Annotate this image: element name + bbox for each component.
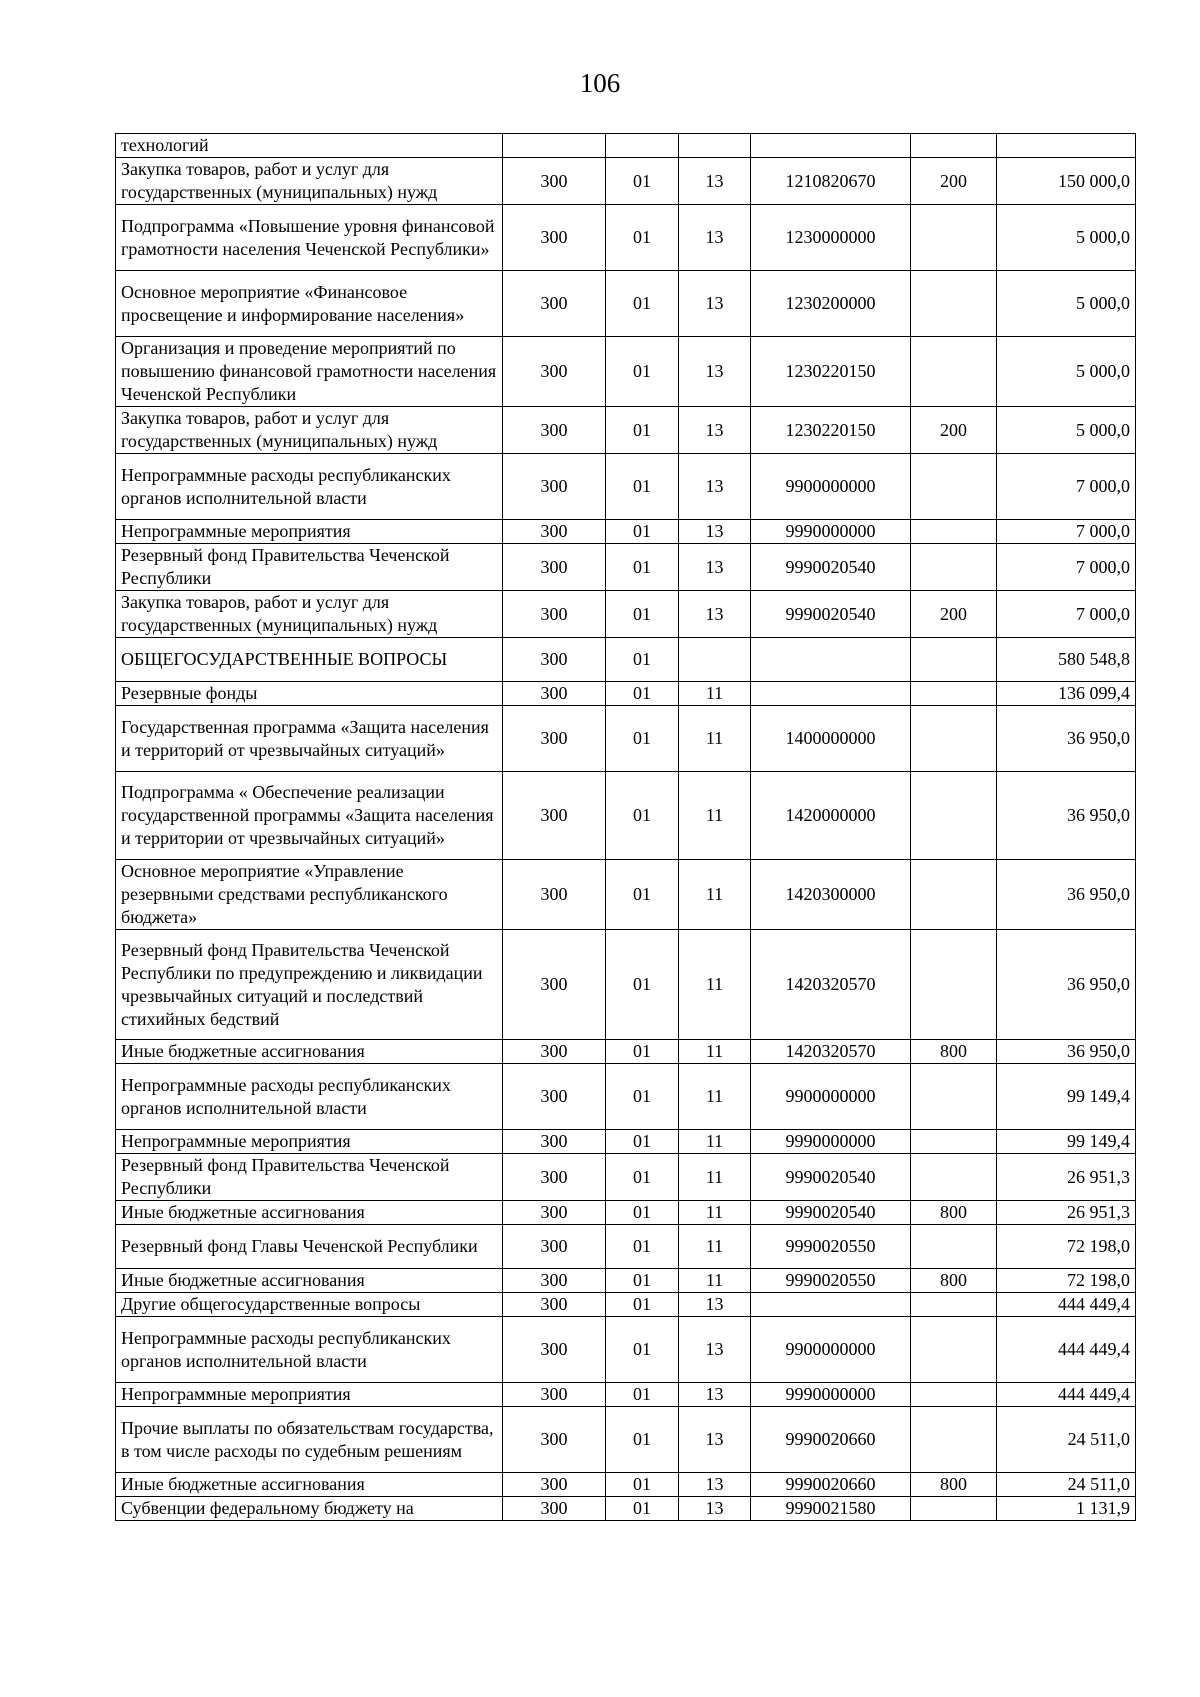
row-name: Закупка товаров, работ и услуг для государственных (муниципальных) нужд bbox=[116, 591, 503, 638]
table-row bbox=[116, 454, 1136, 520]
row-csr: 9990020540 bbox=[751, 591, 911, 638]
row-amount: 444 449,4 bbox=[997, 1293, 1136, 1317]
row-amount: 72 198,0 bbox=[997, 1225, 1136, 1269]
row-rz: 01 bbox=[606, 1293, 679, 1317]
row-vr bbox=[911, 544, 997, 591]
table-row bbox=[116, 1407, 1136, 1473]
row-amount: 72 198,0 bbox=[997, 1269, 1136, 1293]
row-amount: 444 449,4 bbox=[997, 1383, 1136, 1407]
row-amount: 24 511,0 bbox=[997, 1407, 1136, 1473]
row-ved: 300 bbox=[503, 1130, 606, 1154]
row-pr: 11 bbox=[679, 860, 751, 930]
row-pr: 13 bbox=[679, 1407, 751, 1473]
row-amount: 36 950,0 bbox=[997, 1040, 1136, 1064]
row-vr: 200 bbox=[911, 591, 997, 638]
row-name: Иные бюджетные ассигнования bbox=[116, 1473, 503, 1497]
row-pr: 13 bbox=[679, 544, 751, 591]
row-vr bbox=[911, 1225, 997, 1269]
row-amount: 36 950,0 bbox=[997, 772, 1136, 860]
table-row bbox=[116, 544, 1136, 591]
row-csr bbox=[751, 638, 911, 682]
table-row bbox=[116, 134, 1136, 158]
row-csr: 9900000000 bbox=[751, 1317, 911, 1383]
row-amount: 7 000,0 bbox=[997, 591, 1136, 638]
row-pr: 11 bbox=[679, 1201, 751, 1225]
row-rz: 01 bbox=[606, 271, 679, 337]
row-amount: 5 000,0 bbox=[997, 407, 1136, 454]
row-name: Резервный фонд Правительства Чеченской Республики по предупреждению и ликвидации чрезвычайных ситуаций и последствий стихийных бедствий bbox=[116, 930, 503, 1040]
table-row bbox=[116, 1064, 1136, 1130]
row-csr: 1230200000 bbox=[751, 271, 911, 337]
row-name: Иные бюджетные ассигнования bbox=[116, 1269, 503, 1293]
row-pr: 11 bbox=[679, 1269, 751, 1293]
row-ved: 300 bbox=[503, 682, 606, 706]
row-rz: 01 bbox=[606, 1317, 679, 1383]
row-ved: 300 bbox=[503, 1201, 606, 1225]
row-pr: 13 bbox=[679, 1317, 751, 1383]
table-row bbox=[116, 860, 1136, 930]
row-ved: 300 bbox=[503, 544, 606, 591]
table-row bbox=[116, 930, 1136, 1040]
row-rz: 01 bbox=[606, 407, 679, 454]
row-pr: 11 bbox=[679, 1130, 751, 1154]
table-row bbox=[116, 158, 1136, 205]
row-name: Непрограммные мероприятия bbox=[116, 1130, 503, 1154]
page-number: 106 bbox=[579, 68, 621, 98]
row-vr bbox=[911, 1154, 997, 1201]
row-ved: 300 bbox=[503, 1317, 606, 1383]
row-ved: 300 bbox=[503, 1473, 606, 1497]
row-pr: 13 bbox=[679, 1473, 751, 1497]
row-name: Резервные фонды bbox=[116, 682, 503, 706]
table-row bbox=[116, 1130, 1136, 1154]
row-amount: 36 950,0 bbox=[997, 930, 1136, 1040]
row-rz: 01 bbox=[606, 1407, 679, 1473]
table-row bbox=[116, 1497, 1136, 1521]
row-pr: 11 bbox=[679, 1154, 751, 1201]
row-ved: 300 bbox=[503, 454, 606, 520]
row-rz: 01 bbox=[606, 205, 679, 271]
row-name: Организация и проведение мероприятий по повышению финансовой грамотности населения Чеченской Республики bbox=[116, 337, 503, 407]
row-vr: 200 bbox=[911, 407, 997, 454]
row-pr: 13 bbox=[679, 158, 751, 205]
row-vr bbox=[911, 337, 997, 407]
row-name: Иные бюджетные ассигнования bbox=[116, 1040, 503, 1064]
row-ved: 300 bbox=[503, 1269, 606, 1293]
table-row bbox=[116, 772, 1136, 860]
row-vr bbox=[911, 682, 997, 706]
row-ved: 300 bbox=[503, 1064, 606, 1130]
row-csr: 9990000000 bbox=[751, 520, 911, 544]
row-rz: 01 bbox=[606, 1064, 679, 1130]
row-ved: 300 bbox=[503, 1293, 606, 1317]
row-vr bbox=[911, 454, 997, 520]
table-row bbox=[116, 520, 1136, 544]
row-pr bbox=[679, 638, 751, 682]
row-ved: 300 bbox=[503, 407, 606, 454]
row-ved: 300 bbox=[503, 337, 606, 407]
row-name: технологий bbox=[116, 134, 503, 158]
row-amount: 5 000,0 bbox=[997, 205, 1136, 271]
row-name: Резервный фонд Правительства Чеченской Республики bbox=[116, 1154, 503, 1201]
row-vr: 800 bbox=[911, 1040, 997, 1064]
row-rz: 01 bbox=[606, 454, 679, 520]
row-pr: 13 bbox=[679, 1497, 751, 1521]
row-amount: 24 511,0 bbox=[997, 1473, 1136, 1497]
table-row bbox=[116, 682, 1136, 706]
row-ved: 300 bbox=[503, 205, 606, 271]
row-ved: 300 bbox=[503, 271, 606, 337]
row-ved: 300 bbox=[503, 1383, 606, 1407]
row-csr: 1230220150 bbox=[751, 407, 911, 454]
row-amount: 5 000,0 bbox=[997, 271, 1136, 337]
row-amount: 7 000,0 bbox=[997, 454, 1136, 520]
row-vr bbox=[911, 1293, 997, 1317]
row-ved: 300 bbox=[503, 930, 606, 1040]
row-csr: 9990020540 bbox=[751, 1154, 911, 1201]
row-ved: 300 bbox=[503, 706, 606, 772]
row-rz: 01 bbox=[606, 337, 679, 407]
table-row bbox=[116, 1317, 1136, 1383]
row-amount: 1 131,9 bbox=[997, 1497, 1136, 1521]
row-rz: 01 bbox=[606, 1154, 679, 1201]
table-body bbox=[116, 134, 1136, 1521]
table-row bbox=[116, 1383, 1136, 1407]
row-csr: 1210820670 bbox=[751, 158, 911, 205]
table-row bbox=[116, 271, 1136, 337]
row-pr: 13 bbox=[679, 337, 751, 407]
row-csr: 9900000000 bbox=[751, 1064, 911, 1130]
row-ved: 300 bbox=[503, 1497, 606, 1521]
table-row bbox=[116, 1201, 1136, 1225]
row-rz: 01 bbox=[606, 1130, 679, 1154]
row-rz: 01 bbox=[606, 1383, 679, 1407]
table-row bbox=[116, 1293, 1136, 1317]
row-amount: 444 449,4 bbox=[997, 1317, 1136, 1383]
row-amount: 136 099,4 bbox=[997, 682, 1136, 706]
row-name: ОБЩЕГОСУДАРСТВЕННЫЕ ВОПРОСЫ bbox=[116, 638, 503, 682]
row-pr: 13 bbox=[679, 1383, 751, 1407]
row-amount: 150 000,0 bbox=[997, 158, 1136, 205]
row-pr: 13 bbox=[679, 407, 751, 454]
row-csr: 1420320570 bbox=[751, 930, 911, 1040]
row-name: Субвенции федеральному бюджету на bbox=[116, 1497, 503, 1521]
row-name: Государственная программа «Защита населения и территорий от чрезвычайных ситуаций» bbox=[116, 706, 503, 772]
row-csr: 9990000000 bbox=[751, 1130, 911, 1154]
row-ved: 300 bbox=[503, 1040, 606, 1064]
row-ved: 300 bbox=[503, 860, 606, 930]
table-row bbox=[116, 1269, 1136, 1293]
row-name: Основное мероприятие «Управление резервными средствами республиканского бюджета» bbox=[116, 860, 503, 930]
row-csr: 9990020550 bbox=[751, 1269, 911, 1293]
table-row bbox=[116, 1040, 1136, 1064]
row-amount: 7 000,0 bbox=[997, 520, 1136, 544]
row-vr bbox=[911, 772, 997, 860]
row-pr: 13 bbox=[679, 454, 751, 520]
row-pr: 13 bbox=[679, 271, 751, 337]
row-csr bbox=[751, 682, 911, 706]
row-csr: 1420000000 bbox=[751, 772, 911, 860]
row-ved: 300 bbox=[503, 638, 606, 682]
row-pr bbox=[679, 134, 751, 158]
table-row bbox=[116, 591, 1136, 638]
row-csr: 1230000000 bbox=[751, 205, 911, 271]
row-name: Закупка товаров, работ и услуг для государственных (муниципальных) нужд bbox=[116, 407, 503, 454]
row-amount: 26 951,3 bbox=[997, 1201, 1136, 1225]
row-name: Прочие выплаты по обязательствам государства, в том числе расходы по судебным решениям bbox=[116, 1407, 503, 1473]
row-rz bbox=[606, 134, 679, 158]
row-name: Закупка товаров, работ и услуг для государственных (муниципальных) нужд bbox=[116, 158, 503, 205]
table-row bbox=[116, 1154, 1136, 1201]
row-rz: 01 bbox=[606, 930, 679, 1040]
row-rz: 01 bbox=[606, 638, 679, 682]
row-ved bbox=[503, 134, 606, 158]
row-csr: 9990020550 bbox=[751, 1225, 911, 1269]
row-vr: 200 bbox=[911, 158, 997, 205]
row-pr: 13 bbox=[679, 1293, 751, 1317]
row-pr: 13 bbox=[679, 520, 751, 544]
row-vr bbox=[911, 1383, 997, 1407]
row-vr bbox=[911, 520, 997, 544]
row-name: Непрограммные расходы республиканских органов исполнительной власти bbox=[116, 454, 503, 520]
row-csr: 1420320570 bbox=[751, 1040, 911, 1064]
row-name: Подпрограмма «Повышение уровня финансовой грамотности населения Чеченской Республики» bbox=[116, 205, 503, 271]
row-csr: 1420300000 bbox=[751, 860, 911, 930]
row-csr: 9900000000 bbox=[751, 454, 911, 520]
row-amount: 36 950,0 bbox=[997, 706, 1136, 772]
row-rz: 01 bbox=[606, 860, 679, 930]
row-vr: 800 bbox=[911, 1269, 997, 1293]
row-vr bbox=[911, 1317, 997, 1383]
row-csr: 1230220150 bbox=[751, 337, 911, 407]
row-ved: 300 bbox=[503, 591, 606, 638]
row-rz: 01 bbox=[606, 1201, 679, 1225]
row-amount bbox=[997, 134, 1136, 158]
row-pr: 11 bbox=[679, 930, 751, 1040]
row-amount: 5 000,0 bbox=[997, 337, 1136, 407]
row-csr: 1400000000 bbox=[751, 706, 911, 772]
row-pr: 11 bbox=[679, 1064, 751, 1130]
row-csr: 9990020660 bbox=[751, 1473, 911, 1497]
row-rz: 01 bbox=[606, 591, 679, 638]
row-ved: 300 bbox=[503, 1407, 606, 1473]
row-amount: 99 149,4 bbox=[997, 1064, 1136, 1130]
row-csr: 9990000000 bbox=[751, 1383, 911, 1407]
row-vr bbox=[911, 638, 997, 682]
row-amount: 99 149,4 bbox=[997, 1130, 1136, 1154]
row-pr: 13 bbox=[679, 591, 751, 638]
row-csr bbox=[751, 1293, 911, 1317]
row-vr bbox=[911, 271, 997, 337]
row-pr: 11 bbox=[679, 1225, 751, 1269]
row-vr bbox=[911, 1497, 997, 1521]
row-ved: 300 bbox=[503, 772, 606, 860]
row-name: Непрограммные мероприятия bbox=[116, 1383, 503, 1407]
table-row bbox=[116, 1225, 1136, 1269]
table-row bbox=[116, 638, 1136, 682]
row-pr: 11 bbox=[679, 1040, 751, 1064]
row-pr: 13 bbox=[679, 205, 751, 271]
table-row bbox=[116, 1473, 1136, 1497]
row-vr: 800 bbox=[911, 1201, 997, 1225]
row-vr bbox=[911, 1064, 997, 1130]
row-amount: 7 000,0 bbox=[997, 544, 1136, 591]
table-row bbox=[116, 205, 1136, 271]
row-amount: 580 548,8 bbox=[997, 638, 1136, 682]
row-name: Непрограммные мероприятия bbox=[116, 520, 503, 544]
table-row bbox=[116, 706, 1136, 772]
row-name: Подпрограмма « Обеспечение реализации государственной программы «Защита населения и территории от чрезвычайных ситуаций» bbox=[116, 772, 503, 860]
row-vr bbox=[911, 706, 997, 772]
row-csr bbox=[751, 134, 911, 158]
row-amount: 26 951,3 bbox=[997, 1154, 1136, 1201]
table-row bbox=[116, 407, 1136, 454]
row-amount: 36 950,0 bbox=[997, 860, 1136, 930]
row-ved: 300 bbox=[503, 520, 606, 544]
row-rz: 01 bbox=[606, 1497, 679, 1521]
row-rz: 01 bbox=[606, 1473, 679, 1497]
row-rz: 01 bbox=[606, 772, 679, 860]
row-pr: 11 bbox=[679, 706, 751, 772]
row-ved: 300 bbox=[503, 1225, 606, 1269]
row-name: Резервный фонд Правительства Чеченской Республики bbox=[116, 544, 503, 591]
row-name: Непрограммные расходы республиканских органов исполнительной власти bbox=[116, 1317, 503, 1383]
row-rz: 01 bbox=[606, 544, 679, 591]
row-name: Другие общегосударственные вопросы bbox=[116, 1293, 503, 1317]
row-name: Непрограммные расходы республиканских органов исполнительной власти bbox=[116, 1064, 503, 1130]
row-csr: 9990020540 bbox=[751, 544, 911, 591]
row-vr: 800 bbox=[911, 1473, 997, 1497]
row-rz: 01 bbox=[606, 520, 679, 544]
row-vr bbox=[911, 930, 997, 1040]
row-ved: 300 bbox=[503, 1154, 606, 1201]
row-rz: 01 bbox=[606, 1269, 679, 1293]
row-name: Основное мероприятие «Финансовое просвещение и информирование населения» bbox=[116, 271, 503, 337]
row-csr: 9990021580 bbox=[751, 1497, 911, 1521]
row-rz: 01 bbox=[606, 1040, 679, 1064]
row-rz: 01 bbox=[606, 706, 679, 772]
table-row bbox=[116, 337, 1136, 407]
row-vr bbox=[911, 134, 997, 158]
row-rz: 01 bbox=[606, 158, 679, 205]
row-rz: 01 bbox=[606, 682, 679, 706]
row-name: Резервный фонд Главы Чеченской Республики bbox=[116, 1225, 503, 1269]
row-vr bbox=[911, 860, 997, 930]
row-pr: 11 bbox=[679, 682, 751, 706]
row-name: Иные бюджетные ассигнования bbox=[116, 1201, 503, 1225]
row-vr bbox=[911, 1130, 997, 1154]
row-rz: 01 bbox=[606, 1225, 679, 1269]
row-vr bbox=[911, 1407, 997, 1473]
row-csr: 9990020540 bbox=[751, 1201, 911, 1225]
budget-table bbox=[115, 133, 1136, 1521]
row-csr: 9990020660 bbox=[751, 1407, 911, 1473]
row-pr: 11 bbox=[679, 772, 751, 860]
row-ved: 300 bbox=[503, 158, 606, 205]
row-vr bbox=[911, 205, 997, 271]
